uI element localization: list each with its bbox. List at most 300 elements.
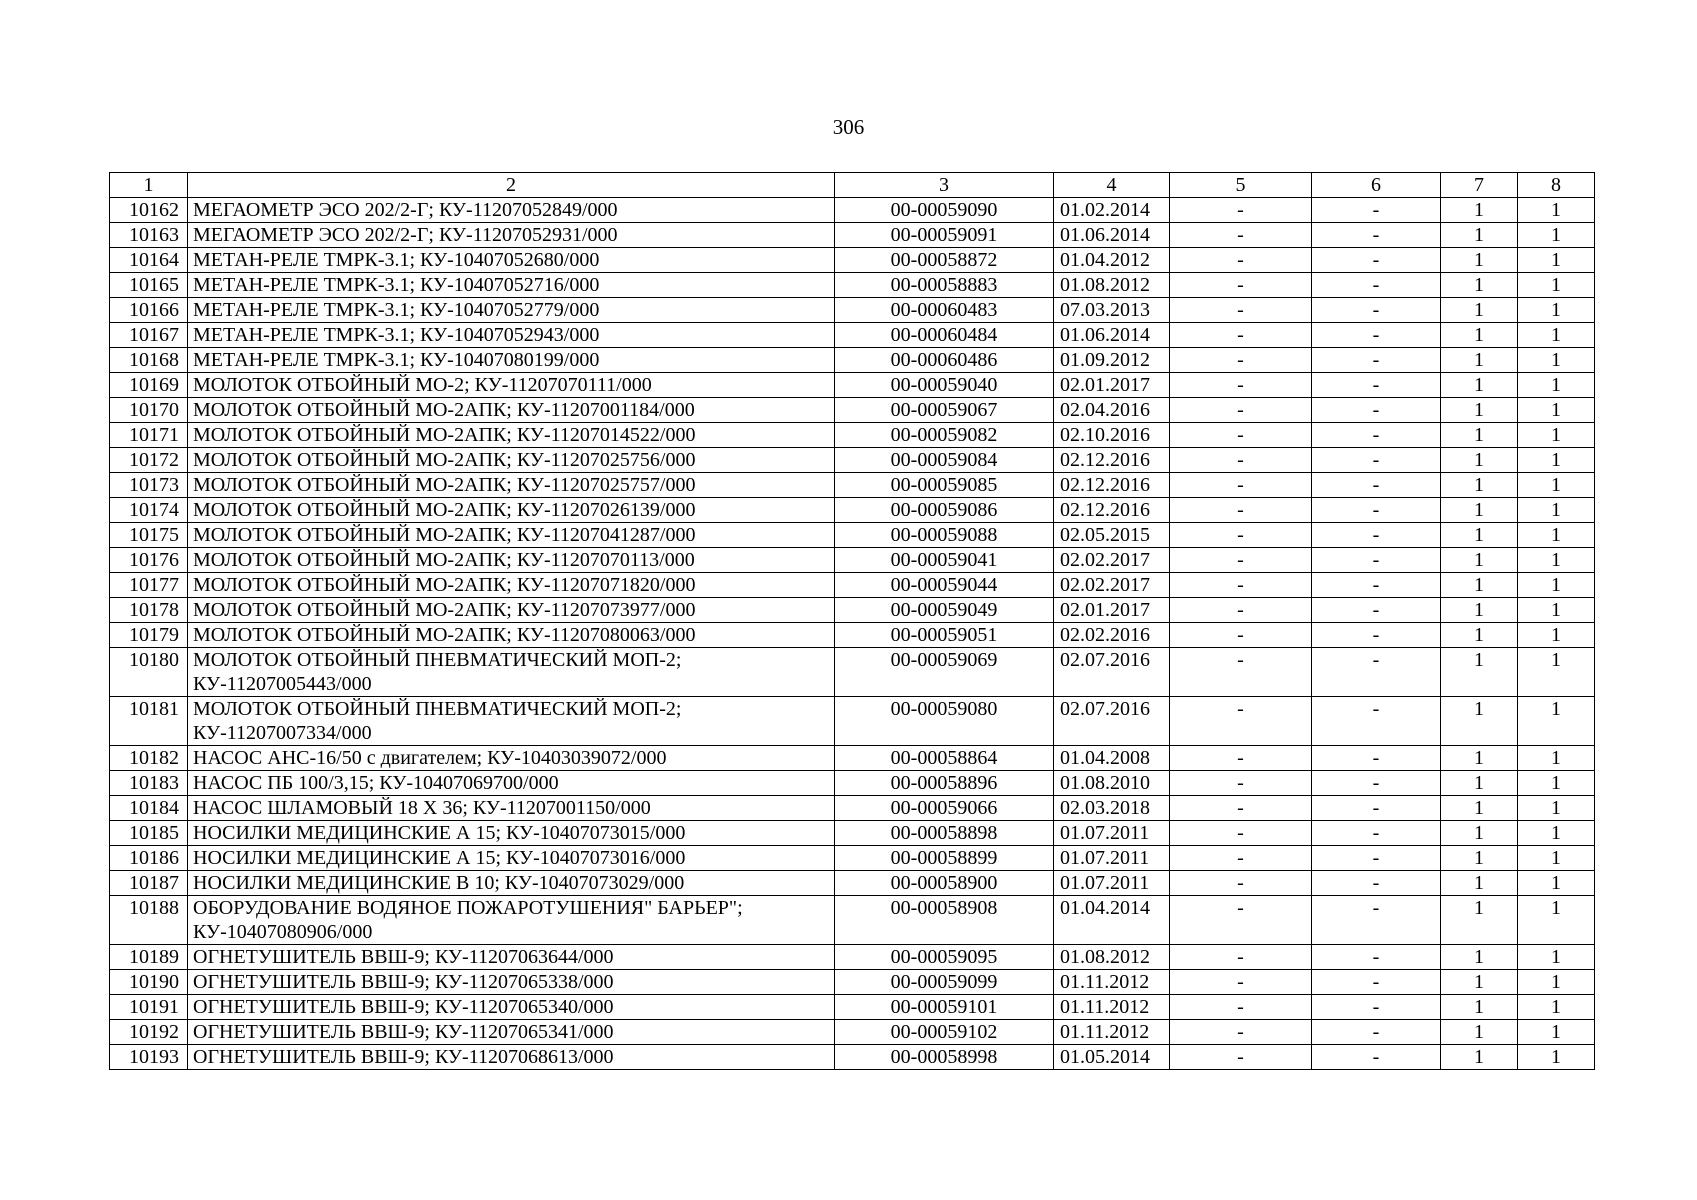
item-name-cell: МЕГАОМЕТР ЭСО 202/2-Г; КУ-11207052849/000 <box>188 198 835 223</box>
col5-cell: - <box>1170 298 1312 323</box>
col8-cell: 1 <box>1518 846 1595 871</box>
row-number-cell: 10189 <box>110 945 188 970</box>
header-row <box>110 173 1595 198</box>
col7-cell: 1 <box>1441 846 1518 871</box>
col6-cell: - <box>1312 248 1441 273</box>
table-body <box>110 198 1595 1070</box>
item-name-cell: МОЛОТОК ОТБОЙНЫЙ МО-2АПК; КУ-11207071820/000 <box>188 573 835 598</box>
col7-cell: 1 <box>1441 821 1518 846</box>
col7-cell: 1 <box>1441 448 1518 473</box>
col8-cell: 1 <box>1518 796 1595 821</box>
col8-cell: 1 <box>1518 248 1595 273</box>
table-row <box>110 896 1595 945</box>
inventory-code-cell: 00-00058898 <box>835 821 1054 846</box>
col7-cell: 1 <box>1441 223 1518 248</box>
col6-cell: - <box>1312 896 1441 945</box>
date-cell: 01.07.2011 <box>1054 821 1170 846</box>
column-header: 4 <box>1054 173 1170 198</box>
date-cell: 01.06.2014 <box>1054 323 1170 348</box>
col7-cell: 1 <box>1441 198 1518 223</box>
table-row <box>110 198 1595 223</box>
col8-cell: 1 <box>1518 746 1595 771</box>
item-name-cell: МЕТАН-РЕЛЕ ТМРК-3.1; КУ-10407080199/000 <box>188 348 835 373</box>
col5-cell: - <box>1170 746 1312 771</box>
col7-cell: 1 <box>1441 896 1518 945</box>
date-cell: 02.07.2016 <box>1054 697 1170 746</box>
row-number-cell: 10193 <box>110 1045 188 1070</box>
item-name-cell: НАСОС ШЛАМОВЫЙ 18 Х 36; КУ-11207001150/000 <box>188 796 835 821</box>
date-cell: 01.07.2011 <box>1054 871 1170 896</box>
col6-cell: - <box>1312 995 1441 1020</box>
table-row <box>110 771 1595 796</box>
row-number-cell: 10187 <box>110 871 188 896</box>
col7-cell: 1 <box>1441 1045 1518 1070</box>
row-number-cell: 10171 <box>110 423 188 448</box>
col7-cell: 1 <box>1441 248 1518 273</box>
inventory-code-cell: 00-00060484 <box>835 323 1054 348</box>
inventory-code-cell: 00-00059049 <box>835 598 1054 623</box>
col7-cell: 1 <box>1441 573 1518 598</box>
item-name-cell: МОЛОТОК ОТБОЙНЫЙ МО-2АПК; КУ-11207080063/000 <box>188 623 835 648</box>
date-cell: 01.09.2012 <box>1054 348 1170 373</box>
column-header: 2 <box>188 173 835 198</box>
col8-cell: 1 <box>1518 598 1595 623</box>
item-name-cell: МОЛОТОК ОТБОЙНЫЙ ПНЕВМАТИЧЕСКИЙ МОП-2; КУ-11207007334/000 <box>188 697 835 746</box>
date-cell: 01.11.2012 <box>1054 970 1170 995</box>
date-cell: 02.12.2016 <box>1054 448 1170 473</box>
column-header: 3 <box>835 173 1054 198</box>
col5-cell: - <box>1170 398 1312 423</box>
row-number-cell: 10172 <box>110 448 188 473</box>
row-number-cell: 10163 <box>110 223 188 248</box>
date-cell: 02.01.2017 <box>1054 373 1170 398</box>
col6-cell: - <box>1312 198 1441 223</box>
col6-cell: - <box>1312 223 1441 248</box>
date-cell: 01.06.2014 <box>1054 223 1170 248</box>
inventory-code-cell: 00-00059082 <box>835 423 1054 448</box>
col6-cell: - <box>1312 771 1441 796</box>
inventory-code-cell: 00-00059066 <box>835 796 1054 821</box>
col6-cell: - <box>1312 523 1441 548</box>
col6-cell: - <box>1312 573 1441 598</box>
col5-cell: - <box>1170 323 1312 348</box>
col7-cell: 1 <box>1441 548 1518 573</box>
item-name-cell: НОСИЛКИ МЕДИЦИНСКИЕ А 15; КУ-10407073016/000 <box>188 846 835 871</box>
item-name-cell: МЕТАН-РЕЛЕ ТМРК-3.1; КУ-10407052943/000 <box>188 323 835 348</box>
inventory-code-cell: 00-00058908 <box>835 896 1054 945</box>
col7-cell: 1 <box>1441 970 1518 995</box>
table-row <box>110 523 1595 548</box>
date-cell: 01.11.2012 <box>1054 1020 1170 1045</box>
row-number-cell: 10165 <box>110 273 188 298</box>
item-name-cell: ОГНЕТУШИТЕЛЬ ВВШ-9; КУ-11207063644/000 <box>188 945 835 970</box>
col8-cell: 1 <box>1518 697 1595 746</box>
table-row <box>110 796 1595 821</box>
table-row <box>110 398 1595 423</box>
row-number-cell: 10185 <box>110 821 188 846</box>
col6-cell: - <box>1312 970 1441 995</box>
col8-cell: 1 <box>1518 573 1595 598</box>
row-number-cell: 10180 <box>110 648 188 697</box>
col6-cell: - <box>1312 548 1441 573</box>
col5-cell: - <box>1170 623 1312 648</box>
col7-cell: 1 <box>1441 1020 1518 1045</box>
item-name-cell: МОЛОТОК ОТБОЙНЫЙ МО-2АПК; КУ-11207070113/000 <box>188 548 835 573</box>
row-number-cell: 10162 <box>110 198 188 223</box>
col6-cell: - <box>1312 323 1441 348</box>
item-name-cell: НОСИЛКИ МЕДИЦИНСКИЕ А 15; КУ-10407073015/000 <box>188 821 835 846</box>
row-number-cell: 10184 <box>110 796 188 821</box>
table-row <box>110 995 1595 1020</box>
date-cell: 02.10.2016 <box>1054 423 1170 448</box>
row-number-cell: 10176 <box>110 548 188 573</box>
item-name-cell: МЕТАН-РЕЛЕ ТМРК-3.1; КУ-10407052680/000 <box>188 248 835 273</box>
col7-cell: 1 <box>1441 323 1518 348</box>
col6-cell: - <box>1312 498 1441 523</box>
inventory-code-cell: 00-00059091 <box>835 223 1054 248</box>
column-header: 7 <box>1441 173 1518 198</box>
col5-cell: - <box>1170 273 1312 298</box>
item-name-cell: МЕТАН-РЕЛЕ ТМРК-3.1; КУ-10407052779/000 <box>188 298 835 323</box>
row-number-cell: 10181 <box>110 697 188 746</box>
date-cell: 01.11.2012 <box>1054 995 1170 1020</box>
item-name-cell: МОЛОТОК ОТБОЙНЫЙ МО-2АПК; КУ-11207026139/000 <box>188 498 835 523</box>
item-name-cell: НАСОС АНС-16/50 с двигателем; КУ-10403039072/000 <box>188 746 835 771</box>
col6-cell: - <box>1312 821 1441 846</box>
table-row <box>110 448 1595 473</box>
col6-cell: - <box>1312 648 1441 697</box>
col6-cell: - <box>1312 945 1441 970</box>
inventory-code-cell: 00-00059095 <box>835 945 1054 970</box>
inventory-code-cell: 00-00060483 <box>835 298 1054 323</box>
row-number-cell: 10170 <box>110 398 188 423</box>
col6-cell: - <box>1312 448 1441 473</box>
row-number-cell: 10192 <box>110 1020 188 1045</box>
table-row <box>110 423 1595 448</box>
col8-cell: 1 <box>1518 223 1595 248</box>
col8-cell: 1 <box>1518 423 1595 448</box>
col8-cell: 1 <box>1518 523 1595 548</box>
col7-cell: 1 <box>1441 523 1518 548</box>
table-row <box>110 697 1595 746</box>
inventory-code-cell: 00-00059101 <box>835 995 1054 1020</box>
table-row <box>110 598 1595 623</box>
col7-cell: 1 <box>1441 995 1518 1020</box>
inventory-table <box>109 172 1595 1070</box>
date-cell: 02.02.2016 <box>1054 623 1170 648</box>
date-cell: 07.03.2013 <box>1054 298 1170 323</box>
item-name-cell: ОГНЕТУШИТЕЛЬ ВВШ-9; КУ-11207065341/000 <box>188 1020 835 1045</box>
col6-cell: - <box>1312 871 1441 896</box>
date-cell: 01.04.2014 <box>1054 896 1170 945</box>
row-number-cell: 10179 <box>110 623 188 648</box>
table-row <box>110 323 1595 348</box>
col6-cell: - <box>1312 1020 1441 1045</box>
col8-cell: 1 <box>1518 995 1595 1020</box>
col6-cell: - <box>1312 796 1441 821</box>
col8-cell: 1 <box>1518 623 1595 648</box>
date-cell: 02.12.2016 <box>1054 498 1170 523</box>
inventory-code-cell: 00-00059040 <box>835 373 1054 398</box>
col8-cell: 1 <box>1518 273 1595 298</box>
col8-cell: 1 <box>1518 348 1595 373</box>
inventory-code-cell: 00-00060486 <box>835 348 1054 373</box>
col5-cell: - <box>1170 697 1312 746</box>
col6-cell: - <box>1312 846 1441 871</box>
table-row <box>110 373 1595 398</box>
row-number-cell: 10175 <box>110 523 188 548</box>
date-cell: 02.02.2017 <box>1054 573 1170 598</box>
table-row <box>110 348 1595 373</box>
col5-cell: - <box>1170 970 1312 995</box>
item-name-cell: МОЛОТОК ОТБОЙНЫЙ ПНЕВМАТИЧЕСКИЙ МОП-2; КУ-11207005443/000 <box>188 648 835 697</box>
table-row <box>110 248 1595 273</box>
inventory-code-cell: 00-00059102 <box>835 1020 1054 1045</box>
date-cell: 01.08.2012 <box>1054 945 1170 970</box>
col7-cell: 1 <box>1441 373 1518 398</box>
col7-cell: 1 <box>1441 623 1518 648</box>
row-number-cell: 10191 <box>110 995 188 1020</box>
table-row <box>110 945 1595 970</box>
inventory-code-cell: 00-00058900 <box>835 871 1054 896</box>
inventory-code-cell: 00-00059099 <box>835 970 1054 995</box>
inventory-code-cell: 00-00059080 <box>835 697 1054 746</box>
table-row <box>110 970 1595 995</box>
col8-cell: 1 <box>1518 473 1595 498</box>
date-cell: 01.04.2012 <box>1054 248 1170 273</box>
date-cell: 01.07.2011 <box>1054 846 1170 871</box>
table-row <box>110 223 1595 248</box>
col8-cell: 1 <box>1518 970 1595 995</box>
col7-cell: 1 <box>1441 298 1518 323</box>
col5-cell: - <box>1170 1020 1312 1045</box>
item-name-cell: ОГНЕТУШИТЕЛЬ ВВШ-9; КУ-11207068613/000 <box>188 1045 835 1070</box>
inventory-code-cell: 00-00059088 <box>835 523 1054 548</box>
date-cell: 02.04.2016 <box>1054 398 1170 423</box>
col5-cell: - <box>1170 771 1312 796</box>
col8-cell: 1 <box>1518 448 1595 473</box>
col8-cell: 1 <box>1518 198 1595 223</box>
col8-cell: 1 <box>1518 373 1595 398</box>
item-name-cell: МОЛОТОК ОТБОЙНЫЙ МО-2АПК; КУ-11207025757/000 <box>188 473 835 498</box>
row-number-cell: 10167 <box>110 323 188 348</box>
col5-cell: - <box>1170 548 1312 573</box>
col6-cell: - <box>1312 1045 1441 1070</box>
col6-cell: - <box>1312 348 1441 373</box>
col7-cell: 1 <box>1441 398 1518 423</box>
item-name-cell: ОБОРУДОВАНИЕ ВОДЯНОЕ ПОЖАРОТУШЕНИЯ" БАРЬЕР"; КУ-10407080906/000 <box>188 896 835 945</box>
col8-cell: 1 <box>1518 1045 1595 1070</box>
col8-cell: 1 <box>1518 945 1595 970</box>
col6-cell: - <box>1312 298 1441 323</box>
inventory-code-cell: 00-00059044 <box>835 573 1054 598</box>
inventory-code-cell: 00-00059051 <box>835 623 1054 648</box>
date-cell: 02.03.2018 <box>1054 796 1170 821</box>
col5-cell: - <box>1170 248 1312 273</box>
col7-cell: 1 <box>1441 348 1518 373</box>
column-header: 6 <box>1312 173 1441 198</box>
table-row <box>110 1045 1595 1070</box>
col8-cell: 1 <box>1518 1020 1595 1045</box>
date-cell: 02.12.2016 <box>1054 473 1170 498</box>
col6-cell: - <box>1312 398 1441 423</box>
col8-cell: 1 <box>1518 498 1595 523</box>
row-number-cell: 10173 <box>110 473 188 498</box>
row-number-cell: 10183 <box>110 771 188 796</box>
col8-cell: 1 <box>1518 648 1595 697</box>
inventory-code-cell: 00-00059041 <box>835 548 1054 573</box>
col5-cell: - <box>1170 995 1312 1020</box>
inventory-code-cell: 00-00058864 <box>835 746 1054 771</box>
col7-cell: 1 <box>1441 697 1518 746</box>
col7-cell: 1 <box>1441 871 1518 896</box>
col5-cell: - <box>1170 648 1312 697</box>
col5-cell: - <box>1170 573 1312 598</box>
col5-cell: - <box>1170 448 1312 473</box>
col5-cell: - <box>1170 945 1312 970</box>
item-name-cell: МОЛОТОК ОТБОЙНЫЙ МО-2АПК; КУ-11207041287/000 <box>188 523 835 548</box>
item-name-cell: МЕТАН-РЕЛЕ ТМРК-3.1; КУ-10407052716/000 <box>188 273 835 298</box>
col7-cell: 1 <box>1441 473 1518 498</box>
col5-cell: - <box>1170 1045 1312 1070</box>
col7-cell: 1 <box>1441 648 1518 697</box>
inventory-code-cell: 00-00059086 <box>835 498 1054 523</box>
col6-cell: - <box>1312 746 1441 771</box>
item-name-cell: ОГНЕТУШИТЕЛЬ ВВШ-9; КУ-11207065338/000 <box>188 970 835 995</box>
row-number-cell: 10164 <box>110 248 188 273</box>
col5-cell: - <box>1170 198 1312 223</box>
col6-cell: - <box>1312 697 1441 746</box>
col5-cell: - <box>1170 821 1312 846</box>
col5-cell: - <box>1170 523 1312 548</box>
row-number-cell: 10174 <box>110 498 188 523</box>
col5-cell: - <box>1170 373 1312 398</box>
col7-cell: 1 <box>1441 746 1518 771</box>
item-name-cell: МЕГАОМЕТР ЭСО 202/2-Г; КУ-11207052931/000 <box>188 223 835 248</box>
table-row <box>110 821 1595 846</box>
col5-cell: - <box>1170 871 1312 896</box>
date-cell: 01.04.2008 <box>1054 746 1170 771</box>
col7-cell: 1 <box>1441 771 1518 796</box>
table-row <box>110 871 1595 896</box>
inventory-code-cell: 00-00059067 <box>835 398 1054 423</box>
col5-cell: - <box>1170 498 1312 523</box>
col5-cell: - <box>1170 223 1312 248</box>
col7-cell: 1 <box>1441 423 1518 448</box>
col5-cell: - <box>1170 423 1312 448</box>
col6-cell: - <box>1312 623 1441 648</box>
inventory-code-cell: 00-00059084 <box>835 448 1054 473</box>
column-header: 5 <box>1170 173 1312 198</box>
table-row <box>110 846 1595 871</box>
col7-cell: 1 <box>1441 273 1518 298</box>
date-cell: 02.07.2016 <box>1054 648 1170 697</box>
item-name-cell: ОГНЕТУШИТЕЛЬ ВВШ-9; КУ-11207065340/000 <box>188 995 835 1020</box>
col6-cell: - <box>1312 423 1441 448</box>
col7-cell: 1 <box>1441 945 1518 970</box>
table-row <box>110 498 1595 523</box>
date-cell: 02.02.2017 <box>1054 548 1170 573</box>
col7-cell: 1 <box>1441 796 1518 821</box>
table-row <box>110 473 1595 498</box>
col5-cell: - <box>1170 348 1312 373</box>
item-name-cell: МОЛОТОК ОТБОЙНЫЙ МО-2АПК; КУ-11207014522/000 <box>188 423 835 448</box>
col8-cell: 1 <box>1518 771 1595 796</box>
inventory-code-cell: 00-00058899 <box>835 846 1054 871</box>
table-row <box>110 623 1595 648</box>
inventory-code-cell: 00-00058896 <box>835 771 1054 796</box>
col8-cell: 1 <box>1518 323 1595 348</box>
row-number-cell: 10178 <box>110 598 188 623</box>
col8-cell: 1 <box>1518 298 1595 323</box>
col7-cell: 1 <box>1441 498 1518 523</box>
row-number-cell: 10177 <box>110 573 188 598</box>
column-header: 8 <box>1518 173 1595 198</box>
col6-cell: - <box>1312 473 1441 498</box>
row-number-cell: 10168 <box>110 348 188 373</box>
col8-cell: 1 <box>1518 896 1595 945</box>
col5-cell: - <box>1170 473 1312 498</box>
row-number-cell: 10166 <box>110 298 188 323</box>
col5-cell: - <box>1170 846 1312 871</box>
inventory-code-cell: 00-00058883 <box>835 273 1054 298</box>
item-name-cell: МОЛОТОК ОТБОЙНЫЙ МО-2АПК; КУ-11207073977/000 <box>188 598 835 623</box>
item-name-cell: МОЛОТОК ОТБОЙНЫЙ МО-2АПК; КУ-11207001184/000 <box>188 398 835 423</box>
inventory-code-cell: 00-00058872 <box>835 248 1054 273</box>
date-cell: 01.05.2014 <box>1054 1045 1170 1070</box>
item-name-cell: НАСОС ПБ 100/3,15; КУ-10407069700/000 <box>188 771 835 796</box>
column-header: 1 <box>110 173 188 198</box>
table-row <box>110 746 1595 771</box>
col8-cell: 1 <box>1518 821 1595 846</box>
table-row <box>110 273 1595 298</box>
table-row <box>110 298 1595 323</box>
date-cell: 02.01.2017 <box>1054 598 1170 623</box>
inventory-code-cell: 00-00059069 <box>835 648 1054 697</box>
date-cell: 01.02.2014 <box>1054 198 1170 223</box>
table-row <box>110 548 1595 573</box>
col7-cell: 1 <box>1441 598 1518 623</box>
row-number-cell: 10190 <box>110 970 188 995</box>
row-number-cell: 10186 <box>110 846 188 871</box>
date-cell: 01.08.2012 <box>1054 273 1170 298</box>
item-name-cell: МОЛОТОК ОТБОЙНЫЙ МО-2АПК; КУ-11207025756/000 <box>188 448 835 473</box>
inventory-code-cell: 00-00059085 <box>835 473 1054 498</box>
row-number-cell: 10169 <box>110 373 188 398</box>
item-name-cell: МОЛОТОК ОТБОЙНЫЙ МО-2; КУ-11207070111/000 <box>188 373 835 398</box>
col6-cell: - <box>1312 373 1441 398</box>
col8-cell: 1 <box>1518 548 1595 573</box>
col5-cell: - <box>1170 598 1312 623</box>
row-number-cell: 10182 <box>110 746 188 771</box>
col6-cell: - <box>1312 598 1441 623</box>
date-cell: 01.08.2010 <box>1054 771 1170 796</box>
col6-cell: - <box>1312 273 1441 298</box>
col8-cell: 1 <box>1518 398 1595 423</box>
row-number-cell: 10188 <box>110 896 188 945</box>
page-number: 306 <box>832 115 865 139</box>
table-row <box>110 573 1595 598</box>
inventory-code-cell: 00-00059090 <box>835 198 1054 223</box>
col8-cell: 1 <box>1518 871 1595 896</box>
col5-cell: - <box>1170 796 1312 821</box>
inventory-code-cell: 00-00058998 <box>835 1045 1054 1070</box>
col5-cell: - <box>1170 896 1312 945</box>
table-row <box>110 1020 1595 1045</box>
table-row <box>110 648 1595 697</box>
date-cell: 02.05.2015 <box>1054 523 1170 548</box>
item-name-cell: НОСИЛКИ МЕДИЦИНСКИЕ В 10; КУ-10407073029/000 <box>188 871 835 896</box>
